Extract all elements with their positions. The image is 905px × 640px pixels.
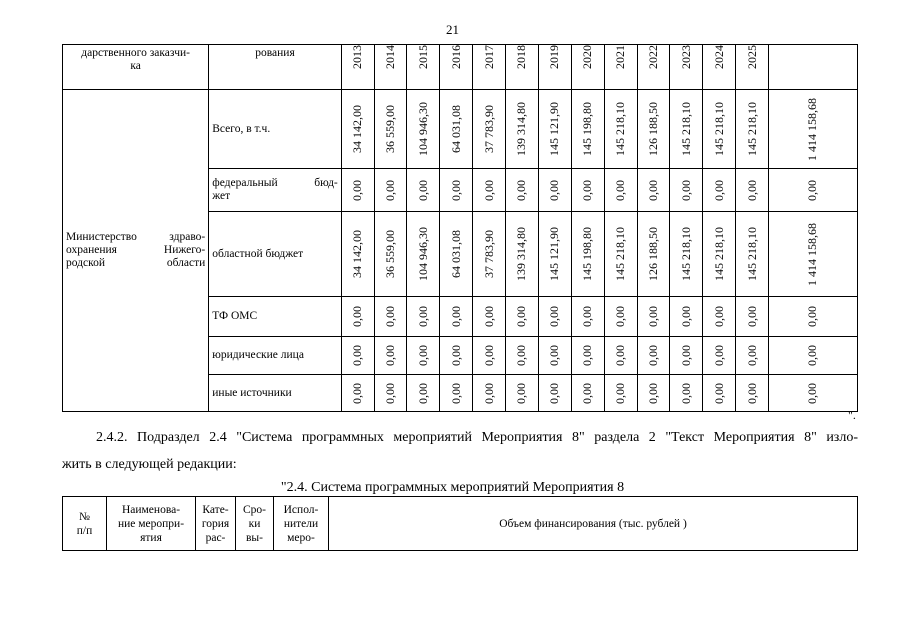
year-value-cell: 145 218,10 bbox=[604, 90, 637, 169]
year-value-cell: 0,00 bbox=[538, 169, 571, 212]
year-value-cell: 36 559,00 bbox=[374, 212, 407, 297]
year-value-cell: 34 142,00 bbox=[341, 90, 374, 169]
year-value-cell: 0,00 bbox=[407, 297, 440, 337]
total-value-cell: 0,00 bbox=[768, 337, 857, 375]
year-value-cell: 126 188,50 bbox=[637, 90, 670, 169]
year-value-cell: 0,00 bbox=[506, 337, 539, 375]
year-value-cell: 0,00 bbox=[538, 297, 571, 337]
year-value-cell: 0,00 bbox=[571, 297, 604, 337]
year-value-cell: 145 218,10 bbox=[703, 90, 736, 169]
header-year: 2015 bbox=[407, 45, 440, 90]
source-label: иные источники bbox=[209, 375, 342, 412]
header-year: 2024 bbox=[703, 45, 736, 90]
year-value-cell: 0,00 bbox=[440, 169, 473, 212]
year-value-cell: 0,00 bbox=[571, 337, 604, 375]
closing-quote: ". bbox=[848, 408, 856, 422]
year-value-cell: 0,00 bbox=[736, 169, 769, 212]
year-value-cell: 0,00 bbox=[604, 375, 637, 412]
year-value-cell: 104 946,30 bbox=[407, 212, 440, 297]
source-label: юридические лица bbox=[209, 337, 342, 375]
year-value-cell: 0,00 bbox=[506, 169, 539, 212]
source-label: федеральный бюд- жет bbox=[209, 169, 342, 212]
page-number: 21 bbox=[446, 22, 459, 37]
activities-table bbox=[62, 496, 858, 551]
year-value-cell: 0,00 bbox=[374, 297, 407, 337]
year-value-cell: 0,00 bbox=[341, 297, 374, 337]
year-value-cell: 0,00 bbox=[703, 337, 736, 375]
header-executors: Испол- нители меро- bbox=[274, 497, 329, 551]
financing-table bbox=[62, 44, 858, 412]
year-value-cell: 126 188,50 bbox=[637, 212, 670, 297]
year-value-cell: 0,00 bbox=[703, 375, 736, 412]
total-value-cell: 1 414 158,68 bbox=[768, 90, 857, 169]
year-value-cell: 0,00 bbox=[703, 169, 736, 212]
year-value-cell: 0,00 bbox=[604, 337, 637, 375]
header-financing-volume: Объем финансирования (тыс. рублей ) bbox=[329, 497, 858, 551]
header-year: 2020 bbox=[571, 45, 604, 90]
year-value-cell: 0,00 bbox=[440, 375, 473, 412]
year-value-cell: 145 198,80 bbox=[571, 90, 604, 169]
year-value-cell: 34 142,00 bbox=[341, 212, 374, 297]
header-year: 2016 bbox=[440, 45, 473, 90]
table-row bbox=[63, 90, 858, 169]
year-value-cell: 0,00 bbox=[604, 297, 637, 337]
header-total bbox=[768, 45, 857, 90]
total-value-cell: 0,00 bbox=[768, 297, 857, 337]
year-value-cell: 139 314,80 bbox=[506, 212, 539, 297]
year-value-cell: 0,00 bbox=[670, 337, 703, 375]
year-value-cell: 64 031,08 bbox=[440, 90, 473, 169]
year-value-cell: 0,00 bbox=[506, 297, 539, 337]
year-value-cell: 0,00 bbox=[473, 297, 506, 337]
year-value-cell: 0,00 bbox=[473, 375, 506, 412]
year-value-cell: 0,00 bbox=[473, 337, 506, 375]
source-label: Всего, в т.ч. bbox=[209, 90, 342, 169]
year-value-cell: 0,00 bbox=[736, 375, 769, 412]
year-value-cell: 145 218,10 bbox=[736, 212, 769, 297]
header-expense-category: Кате- гория рас- bbox=[196, 497, 236, 551]
year-value-cell: 0,00 bbox=[571, 375, 604, 412]
year-value-cell: 37 783,90 bbox=[473, 90, 506, 169]
year-value-cell: 0,00 bbox=[538, 337, 571, 375]
year-value-cell: 145 121,90 bbox=[538, 90, 571, 169]
year-value-cell: 0,00 bbox=[637, 297, 670, 337]
year-value-cell: 0,00 bbox=[473, 169, 506, 212]
year-value-cell: 145 218,10 bbox=[604, 212, 637, 297]
year-value-cell: 0,00 bbox=[341, 169, 374, 212]
header-year: 2017 bbox=[473, 45, 506, 90]
source-label: ТФ ОМС bbox=[209, 297, 342, 337]
year-value-cell: 145 121,90 bbox=[538, 212, 571, 297]
year-value-cell: 0,00 bbox=[341, 337, 374, 375]
year-value-cell: 0,00 bbox=[407, 375, 440, 412]
year-value-cell: 0,00 bbox=[407, 337, 440, 375]
total-value-cell: 1 414 158,68 bbox=[768, 212, 857, 297]
year-value-cell: 0,00 bbox=[341, 375, 374, 412]
year-value-cell: 64 031,08 bbox=[440, 212, 473, 297]
header-year: 2018 bbox=[506, 45, 539, 90]
paragraph-line-2: жить в следующей редакции: bbox=[62, 457, 237, 472]
year-value-cell: 0,00 bbox=[703, 297, 736, 337]
year-value-cell: 139 314,80 bbox=[506, 90, 539, 169]
year-value-cell: 104 946,30 bbox=[407, 90, 440, 169]
year-value-cell: 0,00 bbox=[670, 375, 703, 412]
year-value-cell: 0,00 bbox=[670, 169, 703, 212]
year-value-cell: 0,00 bbox=[637, 337, 670, 375]
year-value-cell: 0,00 bbox=[736, 337, 769, 375]
year-value-cell: 0,00 bbox=[637, 375, 670, 412]
year-value-cell: 0,00 bbox=[604, 169, 637, 212]
year-value-cell: 0,00 bbox=[407, 169, 440, 212]
year-value-cell: 145 218,10 bbox=[703, 212, 736, 297]
year-value-cell: 0,00 bbox=[374, 375, 407, 412]
header-customer: дарственного заказчи- ка bbox=[63, 45, 209, 90]
header-activity-name: Наименова- ние меропри- ятия bbox=[107, 497, 196, 551]
header-year: 2014 bbox=[374, 45, 407, 90]
year-value-cell: 0,00 bbox=[571, 169, 604, 212]
year-value-cell: 0,00 bbox=[440, 337, 473, 375]
year-value-cell: 145 198,80 bbox=[571, 212, 604, 297]
header-year: 2019 bbox=[538, 45, 571, 90]
paragraph-line-1: 2.4.2. Подраздел 2.4 "Система программных мероприятий Мероприятия 8" раздела 2 "Текст Мероприятия 8" изло- bbox=[96, 430, 858, 445]
year-value-cell: 145 218,10 bbox=[736, 90, 769, 169]
year-value-cell: 0,00 bbox=[440, 297, 473, 337]
header-number: № п/п bbox=[63, 497, 107, 551]
year-value-cell: 0,00 bbox=[506, 375, 539, 412]
year-value-cell: 0,00 bbox=[374, 169, 407, 212]
total-value-cell: 0,00 bbox=[768, 375, 857, 412]
year-value-cell: 145 218,10 bbox=[670, 90, 703, 169]
year-value-cell: 36 559,00 bbox=[374, 90, 407, 169]
header-year: 2013 bbox=[341, 45, 374, 90]
year-value-cell: 0,00 bbox=[670, 297, 703, 337]
header-year: 2023 bbox=[670, 45, 703, 90]
year-value-cell: 0,00 bbox=[736, 297, 769, 337]
header-year: 2025 bbox=[736, 45, 769, 90]
section-title: "2.4. Система программных мероприятий Мероприятия 8 bbox=[280, 480, 625, 495]
year-value-cell: 0,00 bbox=[538, 375, 571, 412]
source-label: областной бюджет bbox=[209, 212, 342, 297]
state-customer-cell: Министерство здраво- охранения Нижего- родской области bbox=[63, 90, 209, 412]
header-year: 2021 bbox=[604, 45, 637, 90]
year-value-cell: 0,00 bbox=[374, 337, 407, 375]
header-deadlines: Сро- ки вы- bbox=[236, 497, 274, 551]
header-source: рования bbox=[209, 45, 342, 90]
year-value-cell: 37 783,90 bbox=[473, 212, 506, 297]
year-value-cell: 0,00 bbox=[637, 169, 670, 212]
total-value-cell: 0,00 bbox=[768, 169, 857, 212]
year-value-cell: 145 218,10 bbox=[670, 212, 703, 297]
header-year: 2022 bbox=[637, 45, 670, 90]
